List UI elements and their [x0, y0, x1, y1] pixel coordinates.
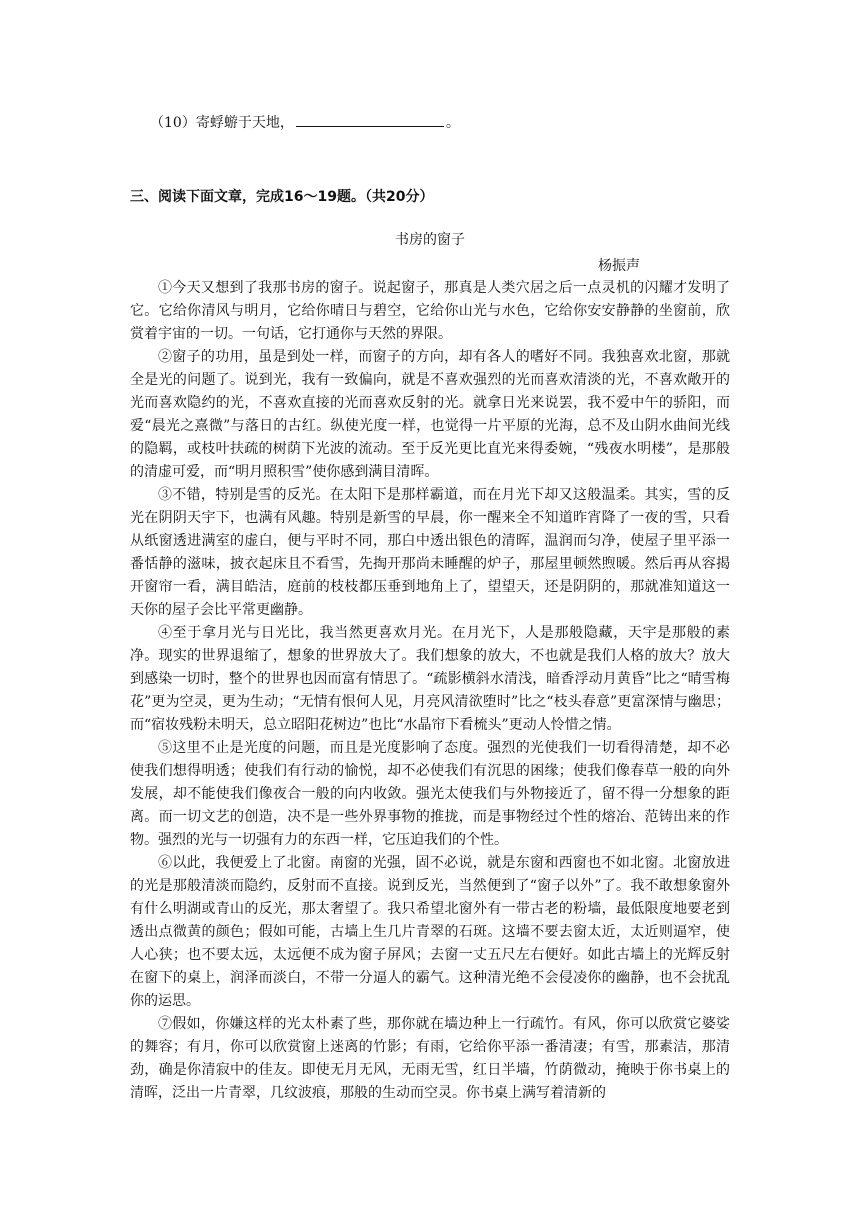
paragraph-4: ④至于拿月光与日光比，我当然更喜欢月光。在月光下，人是那般隐藏，天宇是那般的素净。现实的世界退缩了，想象的世界放大了。我们想象的放大，不也就是我们人格的放大？放大到感染一切时，整个的世界也因而富有情思了。“疏影横斜水清浅，暗香浮动月黄昏”比之“晴雪梅花”更为空灵，更为生动；“无情有恨何人见，月亮风清欲堕时”比之“枝头春意”更富深情与幽思；而“宿妆残粉未明天，总立昭阳花树边”也比“水晶帘下看梳头”更动人怜惜之情。 — [130, 625, 730, 733]
fill-in-question-10 — [150, 112, 460, 134]
answer-blank — [296, 112, 444, 127]
paragraph-6: ⑥以此，我便爱上了北窗。南窗的光强，固不必说，就是东窗和西窗也不如北窗。北窗放进的光是那般清淡而隐约，反射而不直接。说到反光，当然便到了“窗子以外”了。我不敢想象窗外有什么明湖或青山的反光，那太奢望了。我只希望北窗外有一带古老的粉墙，最低限度地要老到透出点微黄的颜色；假如可能，古墙上生几片青翠的石斑。这墙不要去窗太近，太近则逼窄，使人心狭；也不要太远，太远便不成为窗子屏风；去窗一丈五尺左右便好。如此古墙上的光辉反射在窗下的桌上，润泽而淡白，不带一分逼人的霸气。这种清光绝不会侵凌你的幽静，也不会扰乱你的运思。 — [130, 855, 730, 1009]
paragraph-1: ①今天又想到了我那书房的窗子。说起窗子，那真是人类穴居之后一点灵机的闪耀才发明了它。它给你清风与明月，它给你晴日与碧空，它给你山光与水色，它给你安安静静的坐窗前，欣赏着宇宙的一切。一句话，它打通你与天然的界限。 — [130, 280, 730, 342]
paragraph-2: ②窗子的功用，虽是到处一样，而窗子的方向，却有各人的嗜好不同。我独喜欢北窗，那就全是光的问题了。说到光，我有一致偏向，就是不喜欢强烈的光而喜欢清淡的光，不喜欢敞开的光而喜欢隐约的光，不喜欢直接的光而喜欢反射的光。就拿日光来说罢，我不爱中午的骄阳，而爱“晨光之熹微”与落日的古红。纵使光度一样，也觉得一片平原的光海，总不及山阴水曲间光线的隐羁，或枝叶扶疏的树荫下光波的流动。至于反光更比直光来得委婉，“残夜水明楼”，是那般的清虚可爱，而“明月照积雪”使你感到满目清晖。 — [130, 349, 730, 480]
section-heading: 三、阅读下面文章，完成16～19题。（共20分） — [130, 189, 434, 205]
article-title: 书房的窗子 — [395, 232, 465, 248]
paragraph-5: ⑤这里不止是光度的问题，而且是光度影响了态度。强烈的光使我们一切看得清楚，却不必使我们想得明透；使我们有行动的愉悦，却不必使我们有沉思的困缘；使我们像春草一般的向外发展，却不能使我们像夜合一般的向内收敛。强光太使我们与外物接近了，留不得一分想象的距离。而一切文艺的创造，决不是一些外界事物的推拢，而是事物经过个性的熔冶、范铸出来的作物。强烈的光与一切强有力的东西一样，它压迫我们的个性。 — [130, 740, 730, 848]
article-body — [130, 277, 730, 1105]
question-number: （10） — [150, 115, 196, 131]
question-text: 寄蜉蝣于天地， — [195, 115, 294, 131]
paragraph-3: ③不错，特别是雪的反光。在太阳下是那样霸道，而在月光下却又这般温柔。其实，雪的反光在阴阴天宇下，也满有风趣。特别是新雪的早晨，你一醒来全不知道昨宵降了一夜的雪，只看从纸窗透进满室的虚白，便与平时不同，那白中透出银色的清晖，温润而匀净，使屋子里平添一番恬静的滋味，披衣起床且不看雪，先掏开那尚未睡醒的炉子，那屋里顿然煦暖。然后再从容揭开窗帘一看，满目皓洁，庭前的枝枝都压垂到地角上了，望望天，还是阴阴的，那就准知道这一天你的屋子会比平常更幽静。 — [130, 487, 730, 618]
article-author: 杨振声 — [598, 258, 640, 274]
question-end-mark: 。 — [445, 115, 460, 131]
paragraph-7: ⑦假如，你嫌这样的光太朴素了些，那你就在墙边种上一行疏竹。有风，你可以欣赏它婆娑的舞容；有月，你可以欣赏窗上迷离的竹影；有雨，它给你平添一番清凄；有雪，那素洁，那清劲，确是你清寂中的佳友。即使无月无风，无雨无雪，红日半墙，竹荫微动，掩映于你书桌上的清晖，泛出一片青翠，几纹波痕，那般的生动而空灵。你书桌上满写着清新的 — [130, 1016, 730, 1101]
